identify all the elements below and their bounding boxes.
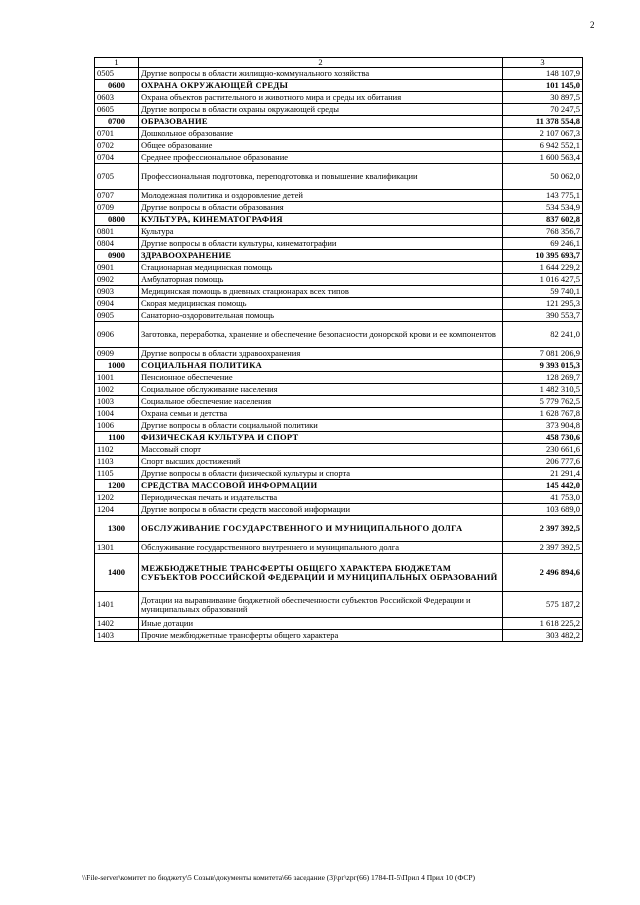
table-row [95,618,583,630]
row-amount: 50 062,0 [503,164,583,190]
table-row [95,298,583,310]
table-row [95,420,583,432]
row-code: 0904 [95,298,139,310]
table-row [95,286,583,298]
table-row [95,116,583,128]
row-code: 1300 [95,516,139,542]
row-code: 0600 [95,80,139,92]
row-name: СОЦИАЛЬНАЯ ПОЛИТИКА [139,360,503,372]
row-name: Социальное обеспечение населения [139,396,503,408]
row-amount: 1 600 563,4 [503,152,583,164]
table-row [95,92,583,104]
row-name: Периодическая печать и издательства [139,492,503,504]
row-code: 0901 [95,262,139,274]
row-name: Профессиональная подготовка, переподготовка и повышение квалификации [139,164,503,190]
header-col-3: 3 [503,58,583,68]
table-row [95,202,583,214]
table-row [95,408,583,420]
row-code: 0605 [95,104,139,116]
row-code: 0603 [95,92,139,104]
table-row [95,480,583,492]
row-code: 1102 [95,444,139,456]
row-amount: 206 777,6 [503,456,583,468]
row-code: 1403 [95,630,139,642]
row-name: Другие вопросы в области образования [139,202,503,214]
row-name: Социальное обслуживание населения [139,384,503,396]
row-code: 0704 [95,152,139,164]
row-amount: 2 397 392,5 [503,542,583,554]
row-name: КУЛЬТУРА, КИНЕМАТОГРАФИЯ [139,214,503,226]
table-row [95,164,583,190]
table-row [95,128,583,140]
row-amount: 7 081 206,9 [503,348,583,360]
row-amount: 2 397 392,5 [503,516,583,542]
row-amount: 128 269,7 [503,372,583,384]
row-amount: 1 618 225,2 [503,618,583,630]
table-header-row [95,58,583,68]
row-name: Дошкольное образование [139,128,503,140]
file-path-footer: \\File-server\комитет по бюджету\5 Созыв\документы комитета\66 заседание (3)\рг\zрг(66) 1784-П-5\Прил 4 Прил 10 (ФСР) [82,873,475,882]
row-amount: 6 942 552,1 [503,140,583,152]
table-row [95,504,583,516]
row-amount: 768 356,7 [503,226,583,238]
table-row [95,348,583,360]
row-code: 1001 [95,372,139,384]
row-amount: 1 628 767,8 [503,408,583,420]
row-name: ОХРАНА ОКРУЖАЮЩЕЙ СРЕДЫ [139,80,503,92]
row-code: 0709 [95,202,139,214]
row-name: Скорая медицинская помощь [139,298,503,310]
row-code: 0902 [95,274,139,286]
row-code: 1003 [95,396,139,408]
table-row [95,456,583,468]
row-code: 1105 [95,468,139,480]
row-code: 0701 [95,128,139,140]
row-amount: 70 247,5 [503,104,583,116]
row-code: 1006 [95,420,139,432]
row-code: 1200 [95,480,139,492]
table-row [95,322,583,348]
row-amount: 143 775,1 [503,190,583,202]
row-amount: 5 779 762,5 [503,396,583,408]
row-name: Другие вопросы в области социальной политики [139,420,503,432]
row-code: 1004 [95,408,139,420]
table-row [95,140,583,152]
row-code: 1402 [95,618,139,630]
row-code: 0909 [95,348,139,360]
row-code: 0707 [95,190,139,202]
table-row [95,384,583,396]
row-code: 1000 [95,360,139,372]
row-code: 0505 [95,68,139,80]
table-row [95,516,583,542]
row-code: 0903 [95,286,139,298]
table-row [95,592,583,618]
row-name: СРЕДСТВА МАССОВОЙ ИНФОРМАЦИИ [139,480,503,492]
row-amount: 10 395 693,7 [503,250,583,262]
table-row [95,190,583,202]
row-code: 0804 [95,238,139,250]
table-row [95,444,583,456]
row-name: Заготовка, переработка, хранение и обеспечение безопасности донорской крови и ее компонентов [139,322,503,348]
row-name: Общее образование [139,140,503,152]
table-row [95,468,583,480]
table-row [95,542,583,554]
row-amount: 390 553,7 [503,310,583,322]
row-name: Другие вопросы в области культуры, кинематографии [139,238,503,250]
row-code: 1100 [95,432,139,444]
row-amount: 373 904,8 [503,420,583,432]
header-col-2: 2 [139,58,503,68]
row-amount: 1 644 229,2 [503,262,583,274]
table-row [95,214,583,226]
table-row [95,238,583,250]
row-amount: 837 602,8 [503,214,583,226]
row-amount: 21 291,4 [503,468,583,480]
row-name: ФИЗИЧЕСКАЯ КУЛЬТУРА И СПОРТ [139,432,503,444]
table-row [95,310,583,322]
row-code: 1401 [95,592,139,618]
row-amount: 1 482 310,5 [503,384,583,396]
row-name: Среднее профессиональное образование [139,152,503,164]
row-amount: 69 246,1 [503,238,583,250]
table-row [95,80,583,92]
row-amount: 41 753,0 [503,492,583,504]
row-name: Массовый спорт [139,444,503,456]
table-row [95,630,583,642]
row-name: ОБСЛУЖИВАНИЕ ГОСУДАРСТВЕННОГО И МУНИЦИПАЛЬНОГО ДОЛГА [139,516,503,542]
table-row [95,250,583,262]
table-row [95,68,583,80]
row-code: 0800 [95,214,139,226]
page-number: 2 [590,20,595,30]
table-row [95,372,583,384]
row-amount: 121 295,3 [503,298,583,310]
row-amount: 303 482,2 [503,630,583,642]
row-name: Санаторно-оздоровительная помощь [139,310,503,322]
row-amount: 9 393 015,3 [503,360,583,372]
budget-table [94,57,583,642]
table-row [95,152,583,164]
row-amount: 82 241,0 [503,322,583,348]
row-name: Медицинская помощь в дневных стационарах всех типов [139,286,503,298]
row-code: 1202 [95,492,139,504]
row-name: ОБРАЗОВАНИЕ [139,116,503,128]
row-code: 1400 [95,554,139,592]
row-code: 0905 [95,310,139,322]
row-name: Стационарная медицинская помощь [139,262,503,274]
row-code: 0906 [95,322,139,348]
table-row [95,274,583,286]
row-code: 0700 [95,116,139,128]
row-amount: 1 016 427,5 [503,274,583,286]
row-code: 1204 [95,504,139,516]
table-row [95,262,583,274]
row-amount: 534 534,9 [503,202,583,214]
row-name: Амбулаторная помощь [139,274,503,286]
row-amount: 458 730,6 [503,432,583,444]
row-name: Культура [139,226,503,238]
header-col-1: 1 [95,58,139,68]
table-row [95,432,583,444]
row-name: Другие вопросы в области физической культуры и спорта [139,468,503,480]
row-amount: 2 107 067,3 [503,128,583,140]
row-amount: 59 740,1 [503,286,583,298]
row-name: Другие вопросы в области здравоохранения [139,348,503,360]
row-name: Другие вопросы в области средств массовой информации [139,504,503,516]
row-amount: 2 496 894,6 [503,554,583,592]
row-code: 1103 [95,456,139,468]
row-amount: 30 897,5 [503,92,583,104]
table-row [95,492,583,504]
row-name: Дотации на выравнивание бюджетной обеспеченности субъектов Российской Федерации и муниципальных образований [139,592,503,618]
row-name: ЗДРАВООХРАНЕНИЕ [139,250,503,262]
row-name: Охрана объектов растительного и животного мира и среды их обитания [139,92,503,104]
row-amount: 145 442,0 [503,480,583,492]
row-name: Пенсионное обеспечение [139,372,503,384]
row-name: Охрана семьи и детства [139,408,503,420]
table-row [95,226,583,238]
table-row [95,104,583,116]
row-amount: 148 107,9 [503,68,583,80]
table-row [95,360,583,372]
row-name: МЕЖБЮДЖЕТНЫЕ ТРАНСФЕРТЫ ОБЩЕГО ХАРАКТЕРА БЮДЖЕТАМ СУБЪЕКТОВ РОССИЙСКОЙ ФЕДЕРАЦИИ И МУНИЦИПАЛЬНЫХ ОБРАЗОВАНИЙ [139,554,503,592]
table-row [95,396,583,408]
row-code: 0801 [95,226,139,238]
row-name: Иные дотации [139,618,503,630]
row-code: 0702 [95,140,139,152]
row-code: 0900 [95,250,139,262]
table-row [95,554,583,592]
row-name: Прочие межбюджетные трансферты общего характера [139,630,503,642]
row-name: Спорт высших достижений [139,456,503,468]
row-amount: 575 187,2 [503,592,583,618]
row-name: Другие вопросы в области охраны окружающей среды [139,104,503,116]
row-code: 1002 [95,384,139,396]
row-name: Другие вопросы в области жилищно-коммунального хозяйства [139,68,503,80]
row-amount: 230 661,6 [503,444,583,456]
row-amount: 11 378 554,8 [503,116,583,128]
row-name: Молодежная политика и оздоровление детей [139,190,503,202]
row-amount: 101 145,0 [503,80,583,92]
row-name: Обслуживание государственного внутреннего и муниципального долга [139,542,503,554]
row-code: 1301 [95,542,139,554]
row-code: 0705 [95,164,139,190]
row-amount: 103 689,0 [503,504,583,516]
